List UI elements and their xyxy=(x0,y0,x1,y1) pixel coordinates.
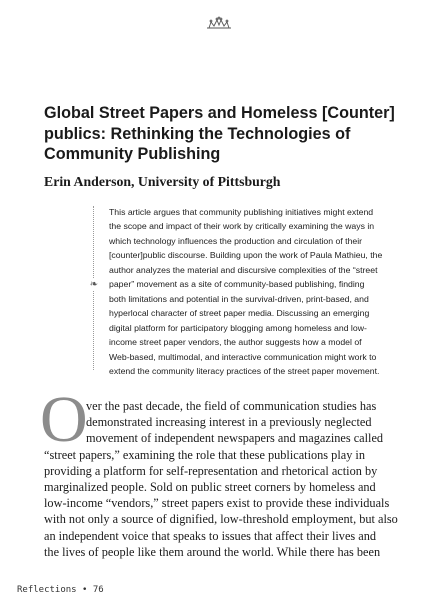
body-line: demonstrated increasing interest in a previously neglected xyxy=(86,415,372,430)
footer-separator: • xyxy=(82,585,88,595)
title-line: Global Street Papers and Homeless [Counter] xyxy=(44,104,395,122)
page-number: 76 xyxy=(92,585,104,595)
abstract-line: This article argues that community publishing initiatives might extend xyxy=(109,207,374,217)
title-line: Community Publishing xyxy=(44,145,221,163)
fleuron-icon: ❧ xyxy=(89,279,99,290)
title-line: publics: Rethinking the Technologies of xyxy=(44,124,351,143)
body-line: providing a platform for self-representation and rhetorical action by xyxy=(44,463,378,478)
article-title xyxy=(44,103,404,165)
abstract-line: the scope and impact of their work by critically examining the ways in xyxy=(109,221,375,232)
crown-ornament-icon xyxy=(205,16,233,30)
body-line: with not only a source of dignified, low-threshold employment, but also xyxy=(44,512,398,527)
journal-name: Reflections xyxy=(17,585,77,595)
abstract-line: extend the community literacy practices of the street paper movement. xyxy=(109,365,380,376)
abstract-line: digital platform for participatory blogging among homeless and low- xyxy=(109,322,367,333)
abstract-line: both limitations and potential in the survival-driven, print-based, and xyxy=(109,293,369,304)
abstract xyxy=(109,205,409,378)
abstract-line: paper” movement as a site of community-based publishing, finding xyxy=(109,279,365,290)
body-paragraph xyxy=(44,398,398,560)
body-line: the lives of people like them around the world. While there has been xyxy=(44,544,381,559)
abstract-line: income street paper vendors, the author suggests how a model of xyxy=(109,337,362,348)
abstract-line: hyperlocal character of street paper media. Discussing an emerging xyxy=(109,308,370,319)
body-line: an independent voice that speaks to issues that affect their lives and xyxy=(44,528,377,543)
body-line: movement of independent newspapers and magazines called xyxy=(86,431,384,446)
abstract-line: [counter]public discourse. Building upon the work of Paula Mathieu, the xyxy=(109,250,383,261)
drop-cap: O xyxy=(40,383,88,456)
abstract-line: author analyzes the material and discursive complexities of the “street xyxy=(109,264,378,275)
author-byline: Erin Anderson, University of Pittsburgh xyxy=(44,174,281,189)
abstract-line: Web-based, multimodal, and interactive communication might work to xyxy=(109,351,377,362)
body-line: ver the past decade, the field of communication studies has xyxy=(86,399,377,413)
body-line: “street papers,” examining the role that these publications play in xyxy=(44,447,365,462)
page-footer xyxy=(17,585,104,595)
abstract-line: which technology influences the production and circulation of their xyxy=(109,235,363,246)
body-line: marginalized people. Sold on public street corners by homeless and xyxy=(44,480,376,495)
body-line: low-income “vendors,” street papers exist to provide these individuals xyxy=(44,496,390,511)
